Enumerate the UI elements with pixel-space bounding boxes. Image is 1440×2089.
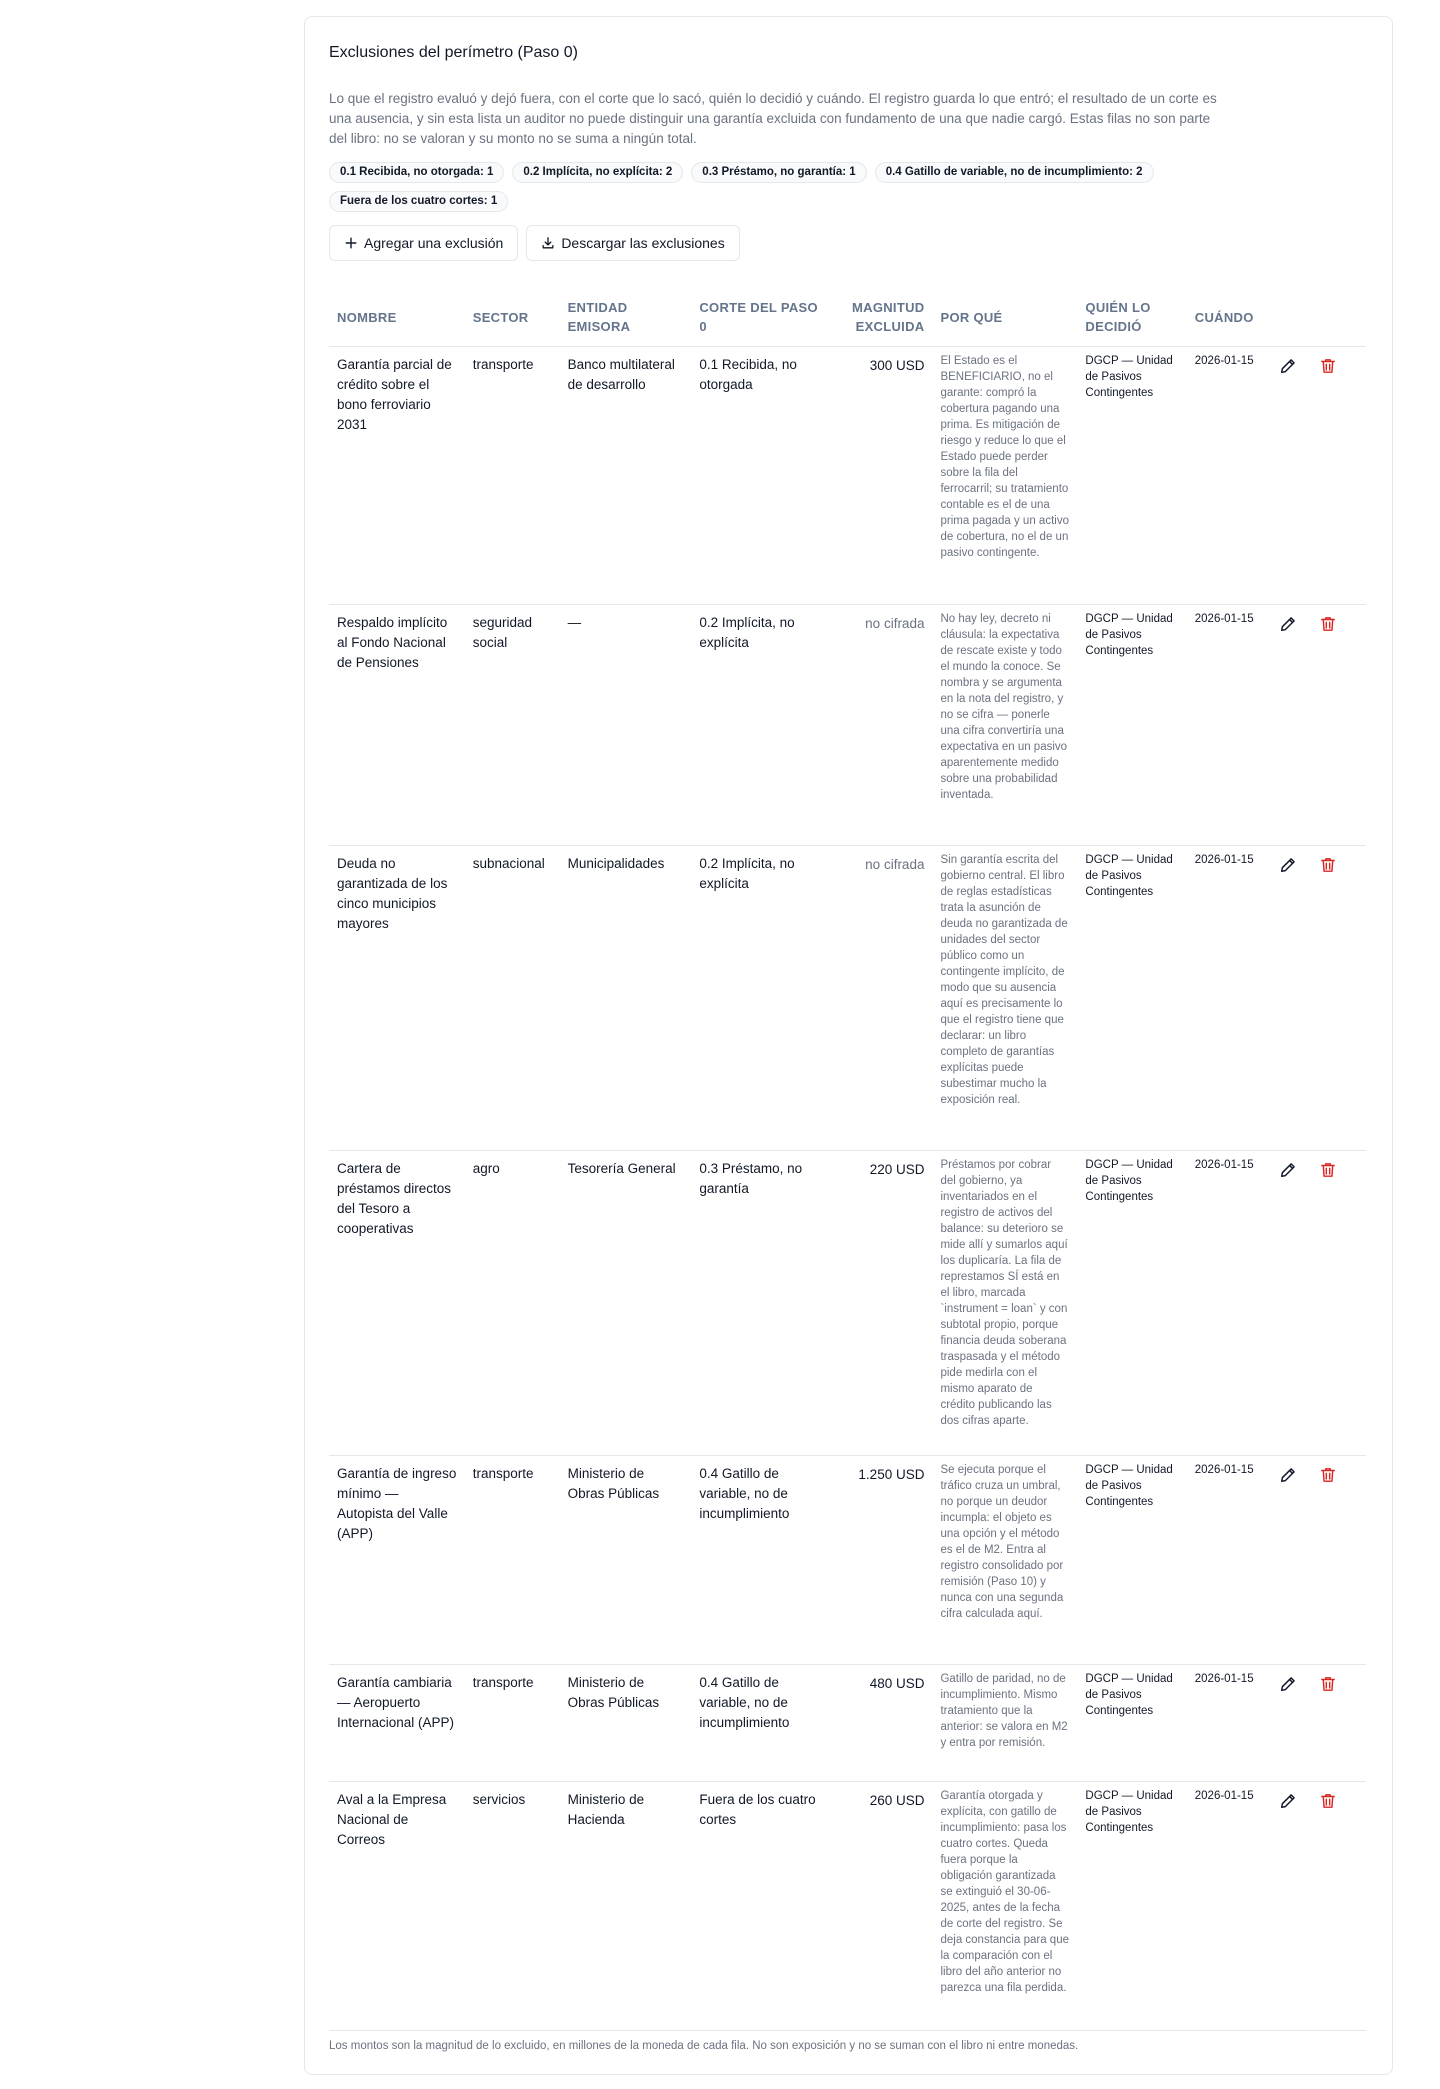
header-magnitud: MAGNITUD EXCLUIDA	[831, 289, 932, 346]
cell-corte: 0.2 Implícita, no explícita	[691, 604, 831, 845]
cell-actions	[1271, 1455, 1366, 1664]
cell-quien: DGCP — Unidad de Pasivos Contingentes	[1077, 845, 1186, 1150]
trash-icon	[1319, 1792, 1337, 1810]
cell-porque: El Estado es el BENEFICIARIO, no el garante: compró la cobertura pagando una prima. Es mitigación de riesgo y reduce lo que el Estado puede perder sobre la fila del ferrocarril; su tratamiento contable es el de una prima pagada y un activo de cobertura, no el de un pasivo contingente.	[932, 346, 1077, 604]
cell-entidad: Municipalidades	[560, 845, 692, 1150]
cell-magnitud: 260 USD	[831, 1781, 932, 2030]
cell-entidad: —	[560, 604, 692, 845]
cell-quien: DGCP — Unidad de Pasivos Contingentes	[1077, 346, 1186, 604]
header-entidad: ENTIDAD EMISORA	[560, 289, 692, 346]
cell-nombre: Aval a la Empresa Nacional de Correos	[329, 1781, 465, 2030]
trash-icon	[1319, 856, 1337, 874]
cell-cuando: 2026-01-15	[1187, 1455, 1271, 1664]
chip-outside-cuts: Fuera de los cuatro cortes: 1	[329, 191, 508, 212]
cell-actions	[1271, 1781, 1366, 2030]
cell-entidad: Tesorería General	[560, 1150, 692, 1455]
edit-button[interactable]	[1279, 1466, 1297, 1484]
table-row	[329, 1150, 1366, 1455]
cell-magnitud: 480 USD	[831, 1664, 932, 1781]
cell-sector: seguridad social	[465, 604, 560, 845]
cell-magnitud: 300 USD	[831, 346, 932, 604]
delete-button[interactable]	[1319, 856, 1337, 874]
header-nombre: NOMBRE	[329, 289, 465, 346]
cell-sector: transporte	[465, 1455, 560, 1664]
cell-entidad: Ministerio de Hacienda	[560, 1781, 692, 2030]
edit-button[interactable]	[1279, 357, 1297, 375]
table-row	[329, 604, 1366, 845]
cell-actions	[1271, 845, 1366, 1150]
cell-sector: agro	[465, 1150, 560, 1455]
cell-porque: Préstamos por cobrar del gobierno, ya inventariados en el registro de activos del balance: su deterioro se mide allí y sumarlos aquí los duplicaría. La fila de represtamos SÍ está en el libro, marcada `instrument = loan` y con subtotal propio, porque financia deuda soberana traspasada y el método pide medirla con el mismo aparato de crédito publicando las dos cifras aparte.	[932, 1150, 1077, 1455]
delete-button[interactable]	[1319, 357, 1337, 375]
add-exclusion-label: Agregar una exclusión	[364, 235, 504, 251]
panel-footnote: Los montos son la magnitud de lo excluido, en millones de la moneda de cada fila. No son exposición y no se suman con el libro ni entre monedas.	[329, 2040, 1079, 2052]
edit-button[interactable]	[1279, 1675, 1297, 1693]
chip-cut-0-3: 0.3 Préstamo, no garantía: 1	[691, 162, 866, 183]
cell-nombre: Garantía cambiaria — Aeropuerto Internacional (APP)	[329, 1664, 465, 1781]
download-exclusions-label: Descargar las exclusiones	[561, 235, 725, 251]
chip-cut-0-4: 0.4 Gatillo de variable, no de incumplimiento: 2	[875, 162, 1154, 183]
cell-magnitud: no cifrada	[831, 604, 932, 845]
pencil-icon	[1279, 1466, 1297, 1484]
cell-corte: 0.2 Implícita, no explícita	[691, 845, 831, 1150]
edit-button[interactable]	[1279, 856, 1297, 874]
cell-cuando: 2026-01-15	[1187, 1781, 1271, 2030]
cell-quien: DGCP — Unidad de Pasivos Contingentes	[1077, 1664, 1186, 1781]
cell-entidad: Ministerio de Obras Públicas	[560, 1455, 692, 1664]
pencil-icon	[1279, 1161, 1297, 1179]
table-header-row	[329, 289, 1366, 346]
table-row	[329, 1781, 1366, 2030]
add-exclusion-button[interactable]	[329, 225, 518, 261]
cell-actions	[1271, 604, 1366, 845]
exclusions-panel	[304, 16, 1393, 2075]
pencil-icon	[1279, 615, 1297, 633]
table-row	[329, 346, 1366, 604]
panel-title: Exclusiones del perímetro (Paso 0)	[329, 44, 578, 61]
trash-icon	[1319, 1675, 1337, 1693]
trash-icon	[1319, 615, 1337, 633]
cell-cuando: 2026-01-15	[1187, 346, 1271, 604]
cell-nombre: Garantía de ingreso mínimo — Autopista del Valle (APP)	[329, 1455, 465, 1664]
cell-porque: Garantía otorgada y explícita, con gatillo de incumplimiento: pasa los cuatro cortes. Queda fuera porque la obligación garantizada se extinguió el 30-06-2025, antes de la fecha de corte del registro. Se deja constancia para que la comparación con el libro del año anterior no parezca una fila perdida.	[932, 1781, 1077, 2030]
cell-cuando: 2026-01-15	[1187, 845, 1271, 1150]
edit-button[interactable]	[1279, 1161, 1297, 1179]
delete-button[interactable]	[1319, 1161, 1337, 1179]
cell-corte: 0.4 Gatillo de variable, no de incumplimiento	[691, 1664, 831, 1781]
cell-cuando: 2026-01-15	[1187, 604, 1271, 845]
cell-entidad: Ministerio de Obras Públicas	[560, 1664, 692, 1781]
pencil-icon	[1279, 856, 1297, 874]
cell-actions	[1271, 1150, 1366, 1455]
cut-summary-chips	[329, 162, 1229, 212]
delete-button[interactable]	[1319, 1792, 1337, 1810]
header-corte: CORTE DEL PASO 0	[691, 289, 831, 346]
chip-cut-0-2: 0.2 Implícita, no explícita: 2	[512, 162, 683, 183]
chip-cut-0-1: 0.1 Recibida, no otorgada: 1	[329, 162, 504, 183]
exclusions-table	[329, 289, 1366, 2031]
cell-quien: DGCP — Unidad de Pasivos Contingentes	[1077, 604, 1186, 845]
cell-corte: Fuera de los cuatro cortes	[691, 1781, 831, 2030]
table-row	[329, 845, 1366, 1150]
cell-porque: No hay ley, decreto ni cláusula: la expectativa de rescate existe y todo el mundo la conoce. Se nombra y se argumenta en la nota del registro, y no se cifra — ponerle una cifra convertiría una expectativa en un pasivo aparentemente medido sobre una probabilidad inventada.	[932, 604, 1077, 845]
delete-button[interactable]	[1319, 1675, 1337, 1693]
cell-entidad: Banco multilateral de desarrollo	[560, 346, 692, 604]
edit-button[interactable]	[1279, 615, 1297, 633]
cell-sector: transporte	[465, 346, 560, 604]
cell-sector: subnacional	[465, 845, 560, 1150]
cell-nombre: Garantía parcial de crédito sobre el bono ferroviario 2031	[329, 346, 465, 604]
table-row	[329, 1455, 1366, 1664]
header-quien: QUIÉN LO DECIDIÓ	[1077, 289, 1186, 346]
header-porque: POR QUÉ	[932, 289, 1077, 346]
edit-button[interactable]	[1279, 1792, 1297, 1810]
cell-quien: DGCP — Unidad de Pasivos Contingentes	[1077, 1781, 1186, 2030]
cell-quien: DGCP — Unidad de Pasivos Contingentes	[1077, 1150, 1186, 1455]
cell-magnitud: 220 USD	[831, 1150, 932, 1455]
cell-magnitud: 1.250 USD	[831, 1455, 932, 1664]
header-actions	[1271, 289, 1366, 346]
pencil-icon	[1279, 1675, 1297, 1693]
trash-icon	[1319, 1466, 1337, 1484]
cell-cuando: 2026-01-15	[1187, 1664, 1271, 1781]
cell-porque: Sin garantía escrita del gobierno central. El libro de reglas estadísticas trata la asunción de deuda no garantizada de unidades del sector público como un contingente implícito, de modo que su ausencia aquí es precisamente lo que el registro tiene que declarar: un libro completo de garantías explícitas puede subestimar mucho la exposición real.	[932, 845, 1077, 1150]
cell-magnitud: no cifrada	[831, 845, 932, 1150]
plus-icon	[344, 236, 358, 250]
header-sector: SECTOR	[465, 289, 560, 346]
delete-button[interactable]	[1319, 615, 1337, 633]
table-row	[329, 1664, 1366, 1781]
trash-icon	[1319, 1161, 1337, 1179]
header-cuando: CUÁNDO	[1187, 289, 1271, 346]
download-icon	[541, 236, 555, 250]
pencil-icon	[1279, 1792, 1297, 1810]
cell-sector: servicios	[465, 1781, 560, 2030]
cell-quien: DGCP — Unidad de Pasivos Contingentes	[1077, 1455, 1186, 1664]
download-exclusions-button[interactable]	[526, 225, 739, 261]
cell-porque: Gatillo de paridad, no de incumplimiento. Mismo tratamiento que la anterior: se valora en M2 y entra por remisión.	[932, 1664, 1077, 1781]
panel-actions	[329, 225, 740, 261]
cell-nombre: Deuda no garantizada de los cinco municipios mayores	[329, 845, 465, 1150]
cell-corte: 0.4 Gatillo de variable, no de incumplimiento	[691, 1455, 831, 1664]
cell-cuando: 2026-01-15	[1187, 1150, 1271, 1455]
cell-sector: transporte	[465, 1664, 560, 1781]
cell-porque: Se ejecuta porque el tráfico cruza un umbral, no porque un deudor incumpla: el objeto es una opción y el método es el de M2. Entra al registro consolidado por remisión (Paso 10) y nunca con una segunda cifra calculada aquí.	[932, 1455, 1077, 1664]
panel-intro: Lo que el registro evaluó y dejó fuera, con el corte que lo sacó, quién lo decidió y cuándo. El registro guarda lo que entró; el resultado de un corte es una ausencia, y sin esta lista un auditor no puede distinguir una garantía excluida con fundamento de una que nadie cargó. Estas filas no son parte del libro: no se valoran y su monto no se suma a ningún total.	[329, 91, 1217, 146]
cell-actions	[1271, 1664, 1366, 1781]
cell-actions	[1271, 346, 1366, 604]
trash-icon	[1319, 357, 1337, 375]
cell-corte: 0.3 Préstamo, no garantía	[691, 1150, 831, 1455]
pencil-icon	[1279, 357, 1297, 375]
cell-nombre: Respaldo implícito al Fondo Nacional de Pensiones	[329, 604, 465, 845]
cell-nombre: Cartera de préstamos directos del Tesoro a cooperativas	[329, 1150, 465, 1455]
cell-corte: 0.1 Recibida, no otorgada	[691, 346, 831, 604]
delete-button[interactable]	[1319, 1466, 1337, 1484]
